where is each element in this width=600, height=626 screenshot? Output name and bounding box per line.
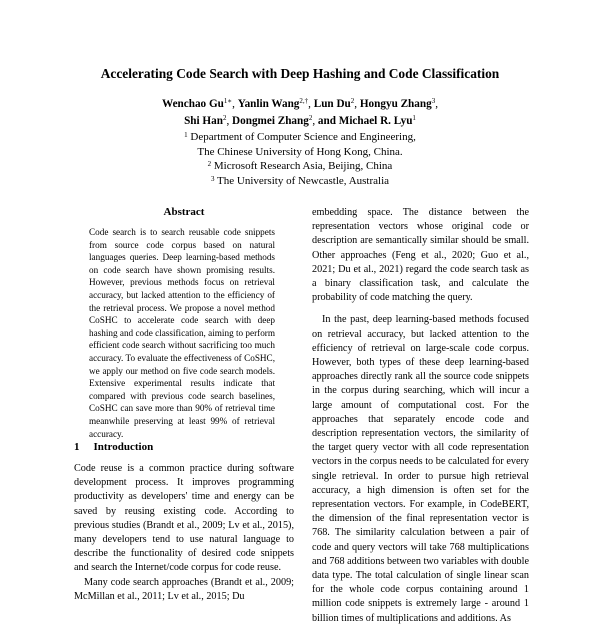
section-title: Introduction bbox=[93, 441, 154, 453]
abstract-heading: Abstract bbox=[163, 206, 205, 218]
author-name: Michael R. Lyu bbox=[338, 115, 413, 127]
body-paragraph: In the past, deep learning-based methods focused on retrieval accuracy, but lacked attention to the efficiency of retrieval on large-scale code corpus. However, both types of these deep learning-based approaches directly rank all the source code snippets in the corpus during searching, which will incur a large amount of computational cost. For the approaches that separately encode code and description representation vectors, the similarity of the target query vector with all code representation vectors in the corpus needs to be calculated for every single retrieval. In order to pursue high retrieval accuracy, a high dimension is often set for the representation vectors. For example, in CodeBERT, the dimension of the final representation vector is 768. The similarity calculation between a pair of code and query vectors will take 768 multiplications and 768 additions between two variables with double data type. The total calculation of single linear scan for the whole code corpus containing around 1 million code snippets is extremely large - around 1 billion times of multiplications and additions. As bbox=[312, 314, 530, 624]
affiliation-line bbox=[0, 174, 600, 189]
author-affil-mark: 2 bbox=[350, 97, 355, 105]
body-paragraph: embedding space. The distance between the representation vectors whose original code or description are semantically similar should be small. Other approaches (Feng et al., 2020; Guo et al., 2021; Du et al., 2021) regard the code search task as a binary classification task, and calculate the probability of code matching the query. bbox=[312, 207, 529, 304]
author-name: Yanlin Wang bbox=[237, 98, 300, 110]
left-column-body bbox=[74, 462, 294, 604]
abstract-text: Code search is to search reusable code snippets from source code corpus based on natural languages queries. Deep learning-based methods on code search have shown promising results. However, previous methods focus on retrieval accuracy, but lacked attention to the efficiency of the retrieval process. We propose a novel method CoSHC to accelerate code search with deep hashing and code classification, aiming to perform efficient code search without sacrificing too much accuracy. To evaluate the effectiveness of CoSHC, we apply our method on five code search models. Extensive experimental results indicate that compared with previous code search baselines, CoSHC can save more than 90% of retrieval time meanwhile preserving at least 99% of retrieval accuracy. bbox=[89, 227, 275, 439]
affiliation-text: Department of Computer Science and Engineering, bbox=[190, 131, 416, 143]
affiliation-mark: 3 bbox=[210, 174, 215, 183]
author-line-2: Shi Han$^2$, Dongmei Zhang$^2$, and Michael R. Lyu$^1$ bbox=[184, 114, 416, 127]
affiliations bbox=[0, 130, 600, 188]
author-line-1: Wenchao $Gu^{1∗}$, Yanlin Wang$^{2,\dagger}$, Lun Du$^2$, Hongyu Zhang$^3$, bbox=[162, 97, 438, 110]
body-paragraph: Many code search approaches (Brandt et al., 2009; McMillan et al., 2011; Lv et al., 2015; Du bbox=[74, 576, 294, 602]
affiliation-text: Microsoft Research Asia, Beijing, China bbox=[213, 160, 393, 173]
affiliation-mark: 2 bbox=[207, 160, 212, 169]
author-affil-mark: 1 bbox=[412, 114, 416, 122]
author-name: Dongmei Zhang bbox=[232, 115, 309, 127]
right-column-body bbox=[312, 206, 529, 626]
author-name: Wenchao Gu bbox=[162, 98, 224, 110]
author-affil-mark: 1∗ bbox=[223, 97, 233, 105]
body-paragraph: Code reuse is a common practice during software development process. It improves programming productivity as developers' time and energy can be saved by reusing existing code. According to previous studies (Brandt et al., 2009; Lv et al., 2015), many developers tend to use natural language to describe the functionality of desired code snippets and search the Internet/code corpus for code reuse. bbox=[74, 463, 294, 574]
affiliation-line bbox=[0, 159, 600, 174]
author-affil-mark: 2 bbox=[222, 114, 227, 122]
affiliation-text: The Chinese University of Hong Kong, China. bbox=[197, 145, 403, 158]
affiliation-mark: 1 bbox=[184, 131, 188, 139]
author-affil-mark: 3 bbox=[431, 97, 436, 105]
paper-title: Accelerating Code Search with Deep Hashing and Code Classification bbox=[100, 66, 500, 81]
section-heading bbox=[74, 441, 153, 453]
affiliation-text: The University of Newcastle, Australia bbox=[217, 174, 390, 187]
section-number: 1 bbox=[74, 441, 80, 453]
author-list bbox=[0, 96, 600, 130]
author-name: Hongyu Zhang bbox=[359, 98, 432, 110]
author-affil-mark: 2 bbox=[308, 114, 313, 122]
author-affil-mark: 2,† bbox=[299, 97, 309, 105]
author-name: Lun Du bbox=[313, 98, 351, 110]
affiliation-line bbox=[0, 130, 600, 145]
affiliation-line bbox=[0, 145, 600, 160]
author-name: Shi Han bbox=[184, 115, 223, 127]
author-and: and bbox=[317, 115, 336, 127]
